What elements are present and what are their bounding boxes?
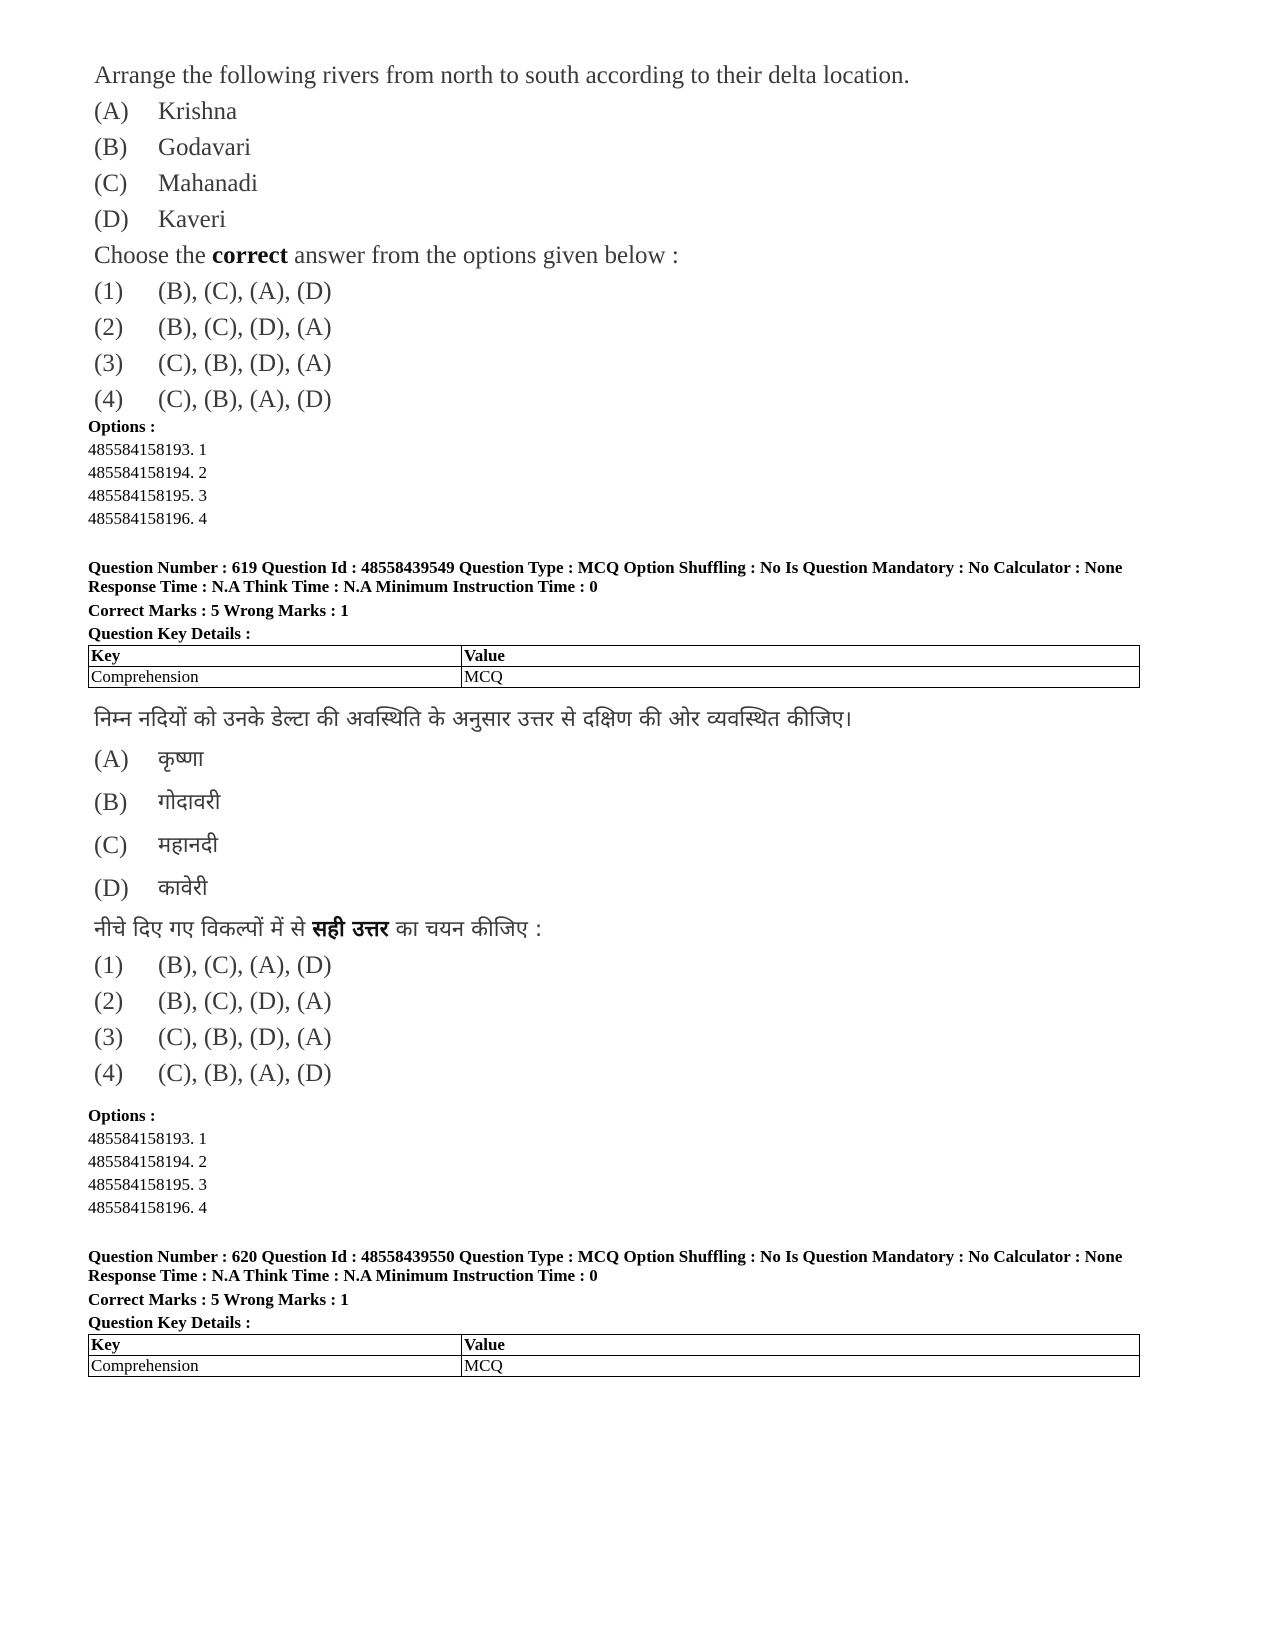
key-details-title: Question Key Details : bbox=[88, 1313, 251, 1332]
answer-choice: (3) (C), (B), (D), (A) bbox=[94, 350, 332, 377]
key-details-title: Question Key Details : bbox=[88, 624, 251, 643]
question-meta-line: Question Number : 620 Question Id : 48558439550 Question Type : MCQ Option Shuffling : No Is Question Mandatory : No Calculator : None bbox=[88, 1247, 1123, 1266]
question-619-meta bbox=[88, 558, 1148, 688]
river-item: (A) कृष्णा bbox=[94, 746, 204, 773]
answer-choice: (2) (B), (C), (D), (A) bbox=[94, 988, 332, 1015]
answer-choice: (1) (B), (C), (A), (D) bbox=[94, 278, 332, 305]
option-id: 485584158193. 1 bbox=[88, 440, 207, 459]
key-details-table bbox=[88, 1334, 1140, 1377]
options-block bbox=[88, 1101, 207, 1219]
answer-choice: (1) (B), (C), (A), (D) bbox=[94, 952, 332, 979]
answer-choice: (2) (B), (C), (D), (A) bbox=[94, 314, 332, 341]
marks-line: Correct Marks : 5 Wrong Marks : 1 bbox=[88, 1290, 349, 1309]
key-details-table bbox=[88, 645, 1140, 688]
table-header-row bbox=[89, 1335, 1140, 1356]
option-id: 485584158195. 3 bbox=[88, 486, 207, 505]
answer-choice: (4) (C), (B), (A), (D) bbox=[94, 1060, 332, 1087]
river-item: (C) Mahanadi bbox=[94, 170, 258, 197]
options-title: Options : bbox=[88, 417, 156, 436]
river-item: (D) Kaveri bbox=[94, 206, 227, 233]
table-header-cell: Key bbox=[89, 646, 462, 667]
question-620-meta bbox=[88, 1247, 1148, 1377]
question-meta-line: Question Number : 619 Question Id : 48558439549 Question Type : MCQ Option Shuffling : No Is Question Mandatory : No Calculator : None bbox=[88, 558, 1123, 577]
table-header-cell: Value bbox=[462, 1335, 1140, 1356]
answer-choice: (4) (C), (B), (A), (D) bbox=[94, 386, 332, 413]
option-id: 485584158195. 3 bbox=[88, 1175, 207, 1194]
question-618-image bbox=[94, 58, 1154, 418]
choose-instruction: Choose the correct answer from the options given below : bbox=[94, 242, 679, 269]
table-cell: MCQ bbox=[462, 1356, 1140, 1377]
question-619-image bbox=[94, 702, 1154, 1092]
options-block bbox=[88, 412, 207, 530]
river-item: (A) Krishna bbox=[94, 98, 238, 125]
table-cell: Comprehension bbox=[89, 667, 462, 688]
option-id: 485584158196. 4 bbox=[88, 1198, 207, 1217]
answer-choice: (3) (C), (B), (D), (A) bbox=[94, 1024, 332, 1051]
marks-line: Correct Marks : 5 Wrong Marks : 1 bbox=[88, 601, 349, 620]
option-id: 485584158194. 2 bbox=[88, 1152, 207, 1171]
table-header-cell: Key bbox=[89, 1335, 462, 1356]
table-header-row bbox=[89, 646, 1140, 667]
river-item: (B) गोदावरी bbox=[94, 789, 221, 816]
question-meta-line: Response Time : N.A Think Time : N.A Minimum Instruction Time : 0 bbox=[88, 1266, 598, 1285]
river-item: (B) Godavari bbox=[94, 134, 252, 161]
table-row bbox=[89, 1356, 1140, 1377]
river-item: (D) कावेरी bbox=[94, 875, 208, 902]
choose-instruction: नीचे दिए गए विकल्पों में से सही उत्तर का चयन कीजिए : bbox=[94, 917, 543, 942]
question-stem: Arrange the following rivers from north to south according to their delta location. bbox=[94, 62, 910, 89]
option-id: 485584158196. 4 bbox=[88, 509, 207, 528]
option-id: 485584158193. 1 bbox=[88, 1129, 207, 1148]
table-cell: Comprehension bbox=[89, 1356, 462, 1377]
table-cell: MCQ bbox=[462, 667, 1140, 688]
option-id: 485584158194. 2 bbox=[88, 463, 207, 482]
question-stem: निम्न नदियों को उनके डेल्टा की अवस्थिति के अनुसार उत्तर से दक्षिण की ओर व्यवस्थित कीजिए। bbox=[94, 707, 852, 732]
question-meta-line: Response Time : N.A Think Time : N.A Minimum Instruction Time : 0 bbox=[88, 577, 598, 596]
table-header-cell: Value bbox=[462, 646, 1140, 667]
options-title: Options : bbox=[88, 1106, 156, 1125]
table-row bbox=[89, 667, 1140, 688]
river-item: (C) महानदी bbox=[94, 832, 219, 859]
